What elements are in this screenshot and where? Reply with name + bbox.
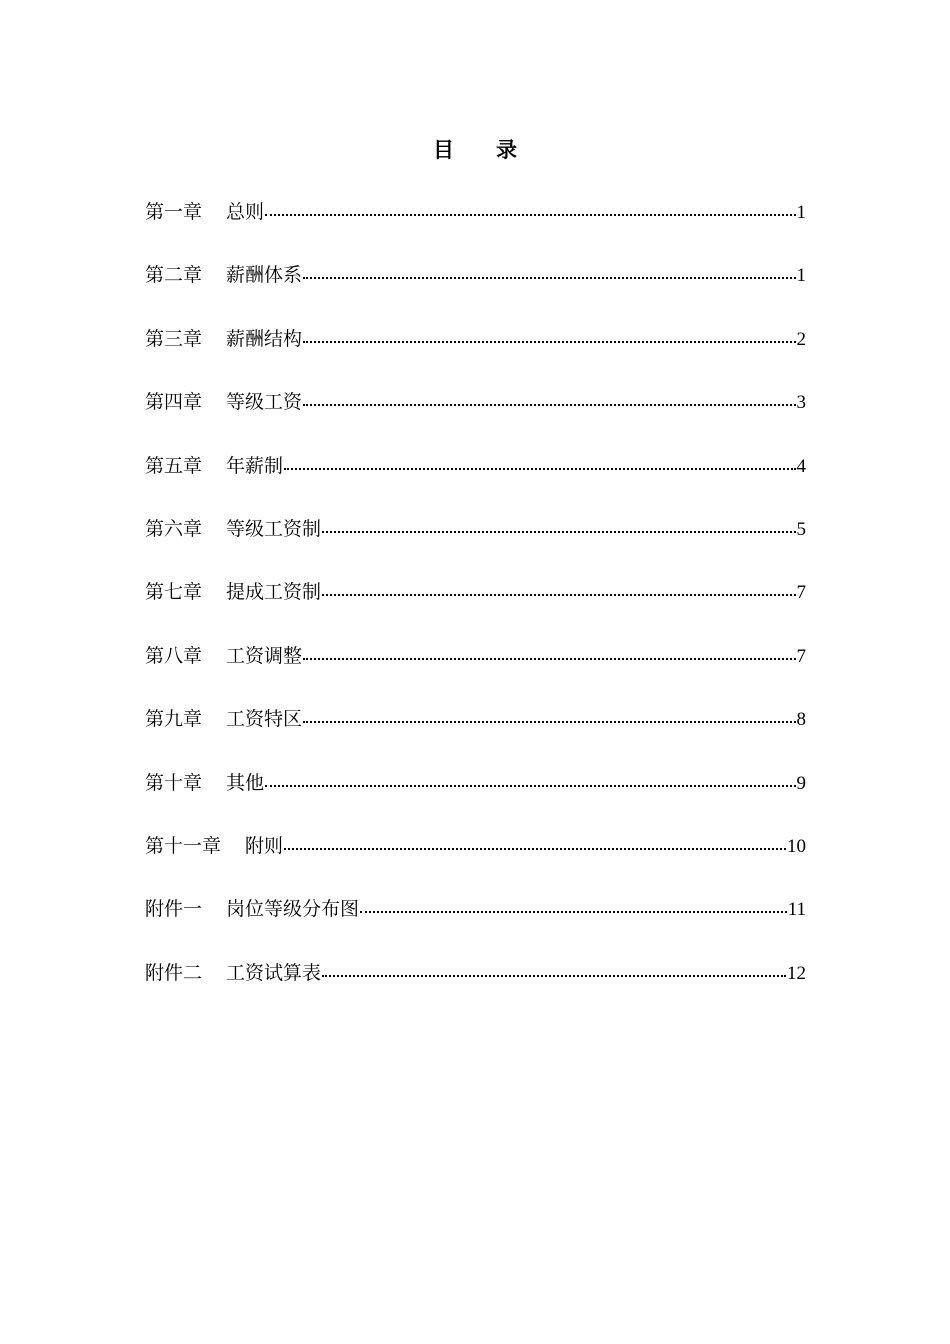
toc-entry-11[interactable] (145, 830, 806, 893)
toc-entry-label: 总则 (226, 201, 265, 223)
toc-entry-page: 1 (796, 202, 806, 223)
toc-entry-label: 岗位等级分布图 (226, 898, 360, 921)
toc-entry-13[interactable] (145, 957, 806, 1020)
toc-entry-label: 其他 (226, 771, 265, 794)
toc-entry-label: 薪酬体系 (226, 264, 303, 287)
toc-entry-label: 等级工资制 (226, 517, 322, 540)
toc-dot-leader (303, 658, 795, 660)
toc-dot-leader (303, 721, 795, 723)
toc-entry-label: 工资调整 (226, 644, 303, 667)
toc-entry-label: 等级工资 (226, 391, 303, 414)
toc-entry-4[interactable] (145, 386, 806, 449)
toc-entry-chapter: 第七章 (145, 581, 203, 604)
toc-entry-page: 5 (796, 518, 806, 540)
toc-dot-leader (322, 531, 795, 533)
toc-entry-3[interactable] (145, 323, 806, 386)
toc-entry-page: 7 (796, 645, 806, 667)
toc-entry-page: 1 (796, 265, 806, 287)
toc-entry-12[interactable] (145, 893, 806, 956)
toc-dot-leader (265, 785, 795, 787)
toc-title (0, 134, 950, 166)
toc-entry-9[interactable] (145, 703, 806, 766)
toc-entry-page: 9 (796, 772, 806, 794)
toc-entry-page: 12 (787, 962, 806, 984)
toc-entry-page: 4 (796, 455, 806, 477)
toc-entry-page: 11 (787, 899, 806, 921)
toc-entry-page: 8 (796, 709, 806, 731)
toc-entry-chapter: 第八章 (145, 644, 203, 667)
toc-entry-chapter: 第三章 (145, 327, 203, 350)
toc-entry-label: 提成工资制 (226, 581, 322, 604)
toc-entry-chapter: 第二章 (145, 264, 203, 287)
toc-title-part-2: 录 (496, 137, 517, 162)
toc-dot-leader (322, 594, 795, 596)
toc-dot-leader (284, 468, 795, 470)
toc-entry-1[interactable] (145, 196, 806, 259)
toc-entry-label: 年薪制 (226, 454, 284, 477)
toc-dot-leader (303, 404, 795, 406)
toc-list (145, 196, 806, 1020)
toc-entry-chapter: 附件二 (145, 961, 203, 984)
toc-entry-page: 2 (796, 328, 806, 350)
toc-entry-7[interactable] (145, 576, 806, 639)
toc-entry-label: 工资特区 (226, 708, 303, 731)
toc-dot-leader (265, 214, 795, 216)
toc-entry-label: 附则 (245, 834, 284, 857)
toc-entry-chapter: 第十一章 (145, 834, 222, 857)
toc-entry-page: 3 (796, 392, 806, 414)
toc-entry-label: 工资试算表 (226, 961, 322, 984)
toc-entry-8[interactable] (145, 640, 806, 703)
toc-dot-leader (303, 277, 795, 279)
toc-entry-chapter: 第四章 (145, 391, 203, 414)
toc-title-part-1: 目 (433, 137, 454, 162)
toc-entry-page: 10 (787, 835, 806, 857)
toc-entry-5[interactable] (145, 450, 806, 513)
toc-entry-chapter: 第九章 (145, 708, 203, 731)
toc-dot-leader (303, 341, 795, 343)
toc-entry-10[interactable] (145, 767, 806, 830)
toc-dot-leader (360, 911, 787, 913)
toc-entry-6[interactable] (145, 513, 806, 576)
toc-entry-chapter: 第十章 (145, 771, 203, 794)
toc-entry-2[interactable] (145, 259, 806, 322)
toc-dot-leader (322, 975, 786, 977)
toc-entry-chapter: 第五章 (145, 454, 203, 477)
toc-entry-chapter: 附件一 (145, 898, 203, 921)
toc-entry-chapter: 第一章 (145, 201, 203, 223)
toc-entry-chapter: 第六章 (145, 517, 203, 540)
toc-entry-page: 7 (796, 582, 806, 604)
toc-dot-leader (284, 848, 786, 850)
toc-entry-label: 薪酬结构 (226, 327, 303, 350)
